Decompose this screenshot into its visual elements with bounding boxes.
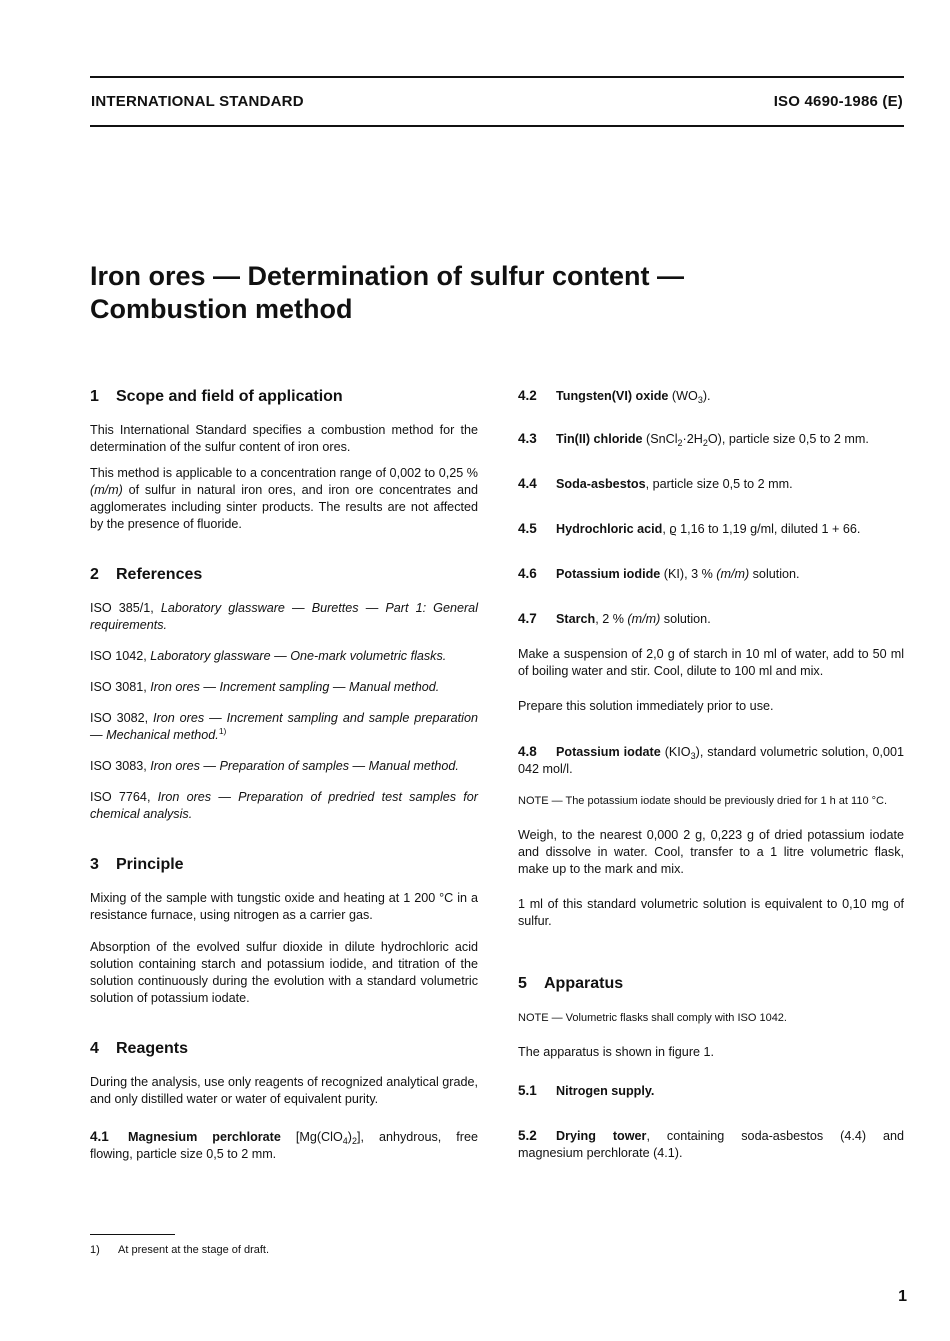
- reference-item: ISO 3081, Iron ores — Increment sampling — Manual method.: [90, 680, 440, 694]
- iodate-note: NOTE — The potassium iodate should be previously dried for 1 h at 110 °C.: [518, 795, 888, 807]
- section-title: Principle: [116, 856, 184, 873]
- header-top-rule: [90, 76, 904, 78]
- reference-item: ISO 3083, Iron ores — Preparation of samples — Manual method.: [90, 759, 459, 773]
- footnote-text: At present at the stage of draft.: [118, 1244, 270, 1256]
- reagent-4-7: 4.7 Starch, 2 % (m/m) solution.: [518, 611, 711, 626]
- reagent-4-8: 4.8 Potassium iodate $(KIO_3)$, standard volumetric solution, 0,001 042 mol/l.: [518, 744, 904, 776]
- title-line-2: Combustion method: [90, 294, 353, 324]
- section-1-heading: [90, 387, 478, 407]
- section-title: Apparatus: [544, 975, 624, 992]
- section-4-heading: [90, 1039, 478, 1059]
- footnote-marker: 1): [218, 726, 227, 736]
- reference-item: ISO 385/1, Laboratory glassware — Burettes — Part 1: General requirements.: [90, 601, 478, 632]
- section-number: 5: [518, 975, 527, 992]
- section-5-heading: [518, 974, 904, 994]
- section-number: 2: [90, 566, 99, 583]
- reference-item: ISO 7764, Iron ores — Preparation of predried test samples for chemical analysis.: [90, 790, 478, 821]
- reference-item: ISO 1042, Laboratory glassware — One-mark volumetric flasks.: [90, 649, 447, 663]
- reference-item: ISO 3082, Iron ores — Increment sampling and sample preparation — Mechanical method.$^{1)}$: [90, 711, 478, 742]
- document-type-label: INTERNATIONAL STANDARD: [91, 93, 304, 110]
- reagent-4-2: 4.2 Tungsten(VI) oxide $(WO_3)$.: [518, 388, 711, 405]
- scope-paragraph-2: This method is applicable to a concentration range of 0,002 to 0,25 % (m/m) of sulfur in natural iron ores, and iron ore concentrates and agglomerates including sinter products. The results are not affected by the presence of fluoride.: [90, 466, 478, 531]
- title-line-1: Iron ores — Determination of sulfur content —: [90, 261, 685, 291]
- footnote-rule: [90, 1234, 175, 1235]
- header-bottom-rule: [90, 125, 904, 127]
- section-number: 4: [90, 1040, 99, 1057]
- apparatus-figure-ref: The apparatus is shown in figure 1.: [518, 1045, 715, 1059]
- standard-number: ISO 4690-1986 (E): [773, 93, 903, 110]
- right-column: [518, 380, 904, 1162]
- section-title: Scope and field of application: [116, 388, 343, 405]
- scope-paragraph-1: This International Standard specifies a combustion method for the determination of the sulfur content of iron ores.: [90, 423, 478, 454]
- footnote-number: 1): [90, 1244, 100, 1256]
- footnote: [90, 1243, 269, 1257]
- reagent-4-1: 4.1 Magnesium perchlorate $[Mg(ClO_4)_2]$, anhydrous, free flowing, particle size 0,5 to 2 mm.: [90, 1129, 478, 1161]
- reagents-intro: During the analysis, use only reagents of recognized analytical grade, and only distilled water or water of equivalent purity.: [90, 1075, 478, 1106]
- principle-paragraph-2: Absorption of the evolved sulfur dioxide in dilute hydrochloric acid solution containing starch and potassium iodide, and titration of the solution continuously during the evolution with a standard volumetric solution of potassium iodate.: [90, 940, 478, 1005]
- iodate-preparation: Weigh, to the nearest 0,000 2 g, 0,223 g of dried potassium iodate and dissolve in water. Cool, transfer to a 1 litre volumetric flask, make up to the mark and mix.: [518, 828, 904, 876]
- principle-paragraph-1: Mixing of the sample with tungstic oxide and heating at 1 200 °C in a resistance furnace, using nitrogen as a carrier gas.: [90, 891, 478, 922]
- apparatus-5-2: 5.2 Drying tower, containing soda-asbestos (4.4) and magnesium perchlorate (4.1).: [518, 1128, 904, 1160]
- page-number: 1: [898, 1288, 907, 1305]
- reagent-4-5: 4.5 Hydrochloric acid, ϱ 1,16 to 1,19 g/ml, diluted 1 + 66.: [518, 521, 861, 536]
- reagent-4-3: 4.3 Tin(II) chloride $(SnCl_2\cdot 2H_2O)$, particle size 0,5 to 2 mm.: [518, 431, 869, 448]
- reagent-4-6: 4.6 Potassium iodide (KI), 3 % (m/m) solution.: [518, 566, 800, 581]
- apparatus-note: NOTE — Volumetric flasks shall comply with ISO 1042.: [518, 1012, 787, 1024]
- apparatus-5-1: 5.1 Nitrogen supply.: [518, 1083, 655, 1098]
- starch-preparation: Make a suspension of 2,0 g of starch in 10 ml of water, add to 50 ml of boiling water and stir. Cool, dilute to 100 ml and mix.: [518, 647, 904, 678]
- section-number: 3: [90, 856, 99, 873]
- document-title: [90, 260, 890, 326]
- iodate-equivalence: 1 ml of this standard volumetric solution is equivalent to 0,10 mg of sulfur.: [518, 897, 904, 928]
- section-title: References: [116, 566, 203, 583]
- section-2-heading: [90, 565, 478, 585]
- left-column: [90, 380, 478, 1163]
- section-number: 1: [90, 388, 99, 405]
- reagent-4-4: 4.4 Soda-asbestos, particle size 0,5 to 2 mm.: [518, 476, 793, 491]
- starch-note: Prepare this solution immediately prior to use.: [518, 699, 774, 713]
- section-3-heading: [90, 855, 478, 875]
- section-title: Reagents: [116, 1040, 189, 1057]
